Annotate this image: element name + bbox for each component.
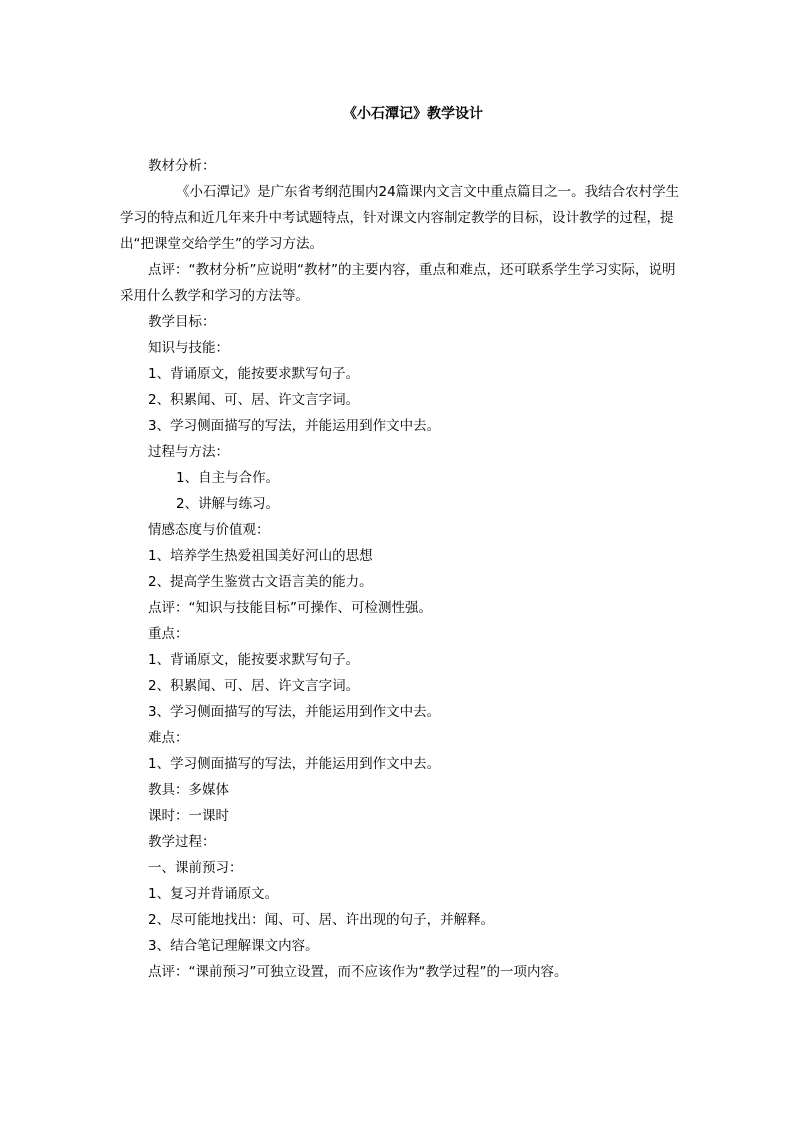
teaching-aids: 教具：多媒体 (148, 782, 229, 798)
list-item: 2、尽可能地找出：闻、可、居、许出现的句子，并解释。 (148, 912, 495, 928)
list-item: 1、培养学生热爱祖国美好河山的思想 (148, 548, 373, 564)
heading-difficulties: 难点： (148, 730, 189, 746)
heading-process-methods: 过程与方法： (148, 444, 229, 460)
list-item: 3、结合笔记理解课文内容。 (148, 938, 319, 954)
list-item: 1、背诵原文，能按要求默写句子。 (148, 652, 360, 668)
list-item: 3、学习侧面描写的写法，并能运用到作文中去。 (148, 418, 441, 434)
list-item: 2、积累闻、可、居、许文言字词。 (148, 392, 360, 408)
document-body (120, 153, 680, 985)
list-item: 1、学习侧面描写的写法，并能运用到作文中去。 (148, 756, 441, 772)
list-item: 3、学习侧面描写的写法，并能运用到作文中去。 (148, 704, 441, 720)
document-title: 《小石潭记》教学设计 (343, 106, 483, 122)
list-item: 2、积累闻、可、居、许文言字词。 (148, 678, 360, 694)
list-item: 2、提高学生鉴赏古文语言美的能力。 (148, 574, 373, 590)
list-item: 1、复习并背诵原文。 (148, 886, 279, 902)
heading-emotion-values: 情感态度与价值观： (148, 522, 270, 538)
heading-teaching-process: 教学过程： (148, 834, 216, 850)
paragraph-comment-goals: 点评：“知识与技能目标”可操作、可检测性强。 (148, 600, 432, 616)
heading-material-analysis: 教材分析： (148, 158, 216, 174)
heading-teaching-goals: 教学目标： (148, 314, 216, 330)
list-item: 2、讲解与练习。 (176, 496, 280, 512)
paragraph-comment-material: 点评：“教材分析”应说明“教材”的主要内容，重点和难点，还可联系学生学习实际，说明采用什么教学和学习的方法等。 (120, 262, 676, 304)
list-item: 1、自主与合作。 (176, 470, 280, 486)
list-item: 1、背诵原文，能按要求默写句子。 (148, 366, 360, 382)
class-hours: 课时：一课时 (148, 808, 229, 824)
paragraph-material-analysis: 《小石潭记》是广东省考纲范围内24篇课内文言文中重点篇目之一。我结合农村学生学习的特点和近几年来升中考试题特点，针对课文内容制定教学的目标，设计教学的过程，提出“把课堂交给学生”的学习方法。 (120, 184, 680, 252)
heading-key-points: 重点： (148, 626, 189, 642)
paragraph-comment-preview: 点评：“课前预习”可独立设置，而不应该作为“教学过程”的一项内容。 (148, 964, 568, 980)
heading-knowledge-skills: 知识与技能： (148, 340, 229, 356)
heading-preview: 一、课前预习： (148, 860, 243, 876)
